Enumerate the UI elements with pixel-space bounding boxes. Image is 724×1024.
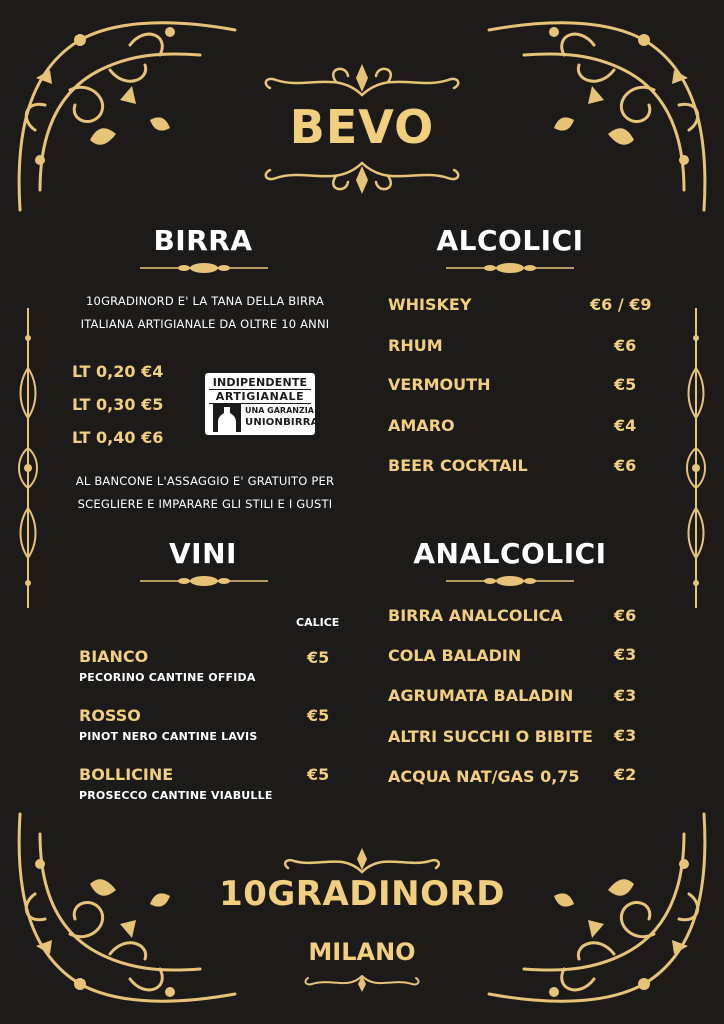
unionbirrai-logo xyxy=(205,373,323,435)
wine-item-price: €5 xyxy=(307,706,330,725)
footer-brand-name: 10GRADINORD xyxy=(219,874,505,914)
calice-column-header: CALICE xyxy=(296,616,340,629)
menu-item-price: €6 xyxy=(614,336,637,355)
menu-item-name: COLA BALADIN xyxy=(388,646,522,665)
menu-item-price: €6 xyxy=(614,606,637,625)
menu-item-price: €6 xyxy=(614,456,637,475)
wine-item-detail: PINOT NERO CANTINE LAVIS xyxy=(79,730,258,743)
birra-intro-line: 10GRADINORD E' LA TANA DELLA BIRRA xyxy=(86,294,324,308)
menu-item-name: WHISKEY xyxy=(388,295,472,314)
wine-item-name: BOLLICINE xyxy=(79,765,174,784)
alcolici-heading: ALCOLICI xyxy=(436,224,584,257)
divider-ornament-icon xyxy=(140,575,268,587)
birra-intro-line: ITALIANA ARTIGIANALE DA OLTRE 10 ANNI xyxy=(80,317,330,331)
birra-note-line: AL BANCONE L'ASSAGGIO E' GRATUITO PER xyxy=(75,474,335,488)
wine-item-price: €5 xyxy=(307,648,330,667)
menu-item-name: BIRRA ANALCOLICA xyxy=(388,606,563,625)
menu-item-price: €3 xyxy=(614,645,637,664)
menu-item-price: €6 / €9 xyxy=(590,295,652,314)
menu-item-price: €3 xyxy=(614,726,637,745)
menu-item-price: €2 xyxy=(614,765,637,784)
footer-city: MILANO xyxy=(308,938,416,966)
menu-item-name: AGRUMATA BALADIN xyxy=(388,686,574,705)
page-title: BEVO xyxy=(289,100,435,154)
bottle-icon xyxy=(213,404,241,432)
birra-note-line: SCEGLIERE E IMPARARE GLI STILI E I GUSTI xyxy=(77,497,333,511)
menu-item-name: ACQUA NAT/GAS 0,75 xyxy=(388,767,580,786)
menu-item-name: AMARO xyxy=(388,416,455,435)
birra-intro xyxy=(60,290,350,336)
divider-ornament-icon xyxy=(140,262,268,274)
analcolici-heading: ANALCOLICI xyxy=(413,537,607,570)
logo-line: ARTIGIANALE xyxy=(209,390,311,404)
menu-item-price: €3 xyxy=(614,686,637,705)
birra-size-item: LT 0,20 €4 xyxy=(72,362,164,381)
divider-ornament-icon xyxy=(278,846,446,876)
side-border-ornament-icon xyxy=(16,308,40,608)
birra-size-item: LT 0,40 €6 xyxy=(72,428,164,447)
menu-item-name: BEER COCKTAIL xyxy=(388,456,528,475)
menu-item-price: €4 xyxy=(614,416,637,435)
divider-ornament-icon xyxy=(446,575,574,587)
divider-ornament-icon xyxy=(256,158,468,198)
menu-item-name: RHUM xyxy=(388,336,443,355)
side-border-ornament-icon xyxy=(684,308,708,608)
wine-item-detail: PECORINO CANTINE OFFIDA xyxy=(79,671,256,684)
menu-item-price: €5 xyxy=(614,375,637,394)
wine-item-price: €5 xyxy=(307,765,330,784)
menu-item-name: VERMOUTH xyxy=(388,375,491,394)
wine-item-name: BIANCO xyxy=(79,647,149,666)
logo-line: INDIPENDENTE xyxy=(209,376,311,390)
birra-heading: BIRRA xyxy=(153,224,253,257)
birra-note xyxy=(60,470,350,516)
logo-line: UNA GARANZIA xyxy=(245,406,314,415)
logo-line: UNIONBIRRAI xyxy=(245,417,323,428)
wine-item-name: ROSSO xyxy=(79,706,141,725)
vini-heading: VINI xyxy=(169,537,237,570)
birra-size-item: LT 0,30 €5 xyxy=(72,395,164,414)
divider-ornament-icon xyxy=(446,262,574,274)
menu-item-name: ALTRI SUCCHI O BIBITE xyxy=(388,727,593,746)
divider-ornament-icon xyxy=(256,60,468,100)
divider-ornament-icon xyxy=(300,972,424,994)
wine-item-detail: PROSECCO CANTINE VIABULLE xyxy=(79,789,273,802)
